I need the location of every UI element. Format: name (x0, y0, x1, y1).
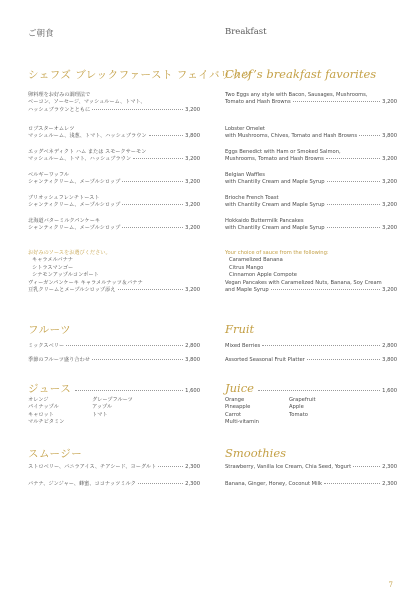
item-price: 3,200 (382, 179, 397, 186)
sauce-choice-heading: Your choice of sauce from the following: (225, 250, 329, 256)
item-last-line (225, 133, 397, 140)
leader-dots (66, 345, 183, 346)
item-line: ロブスターオムレツ (28, 126, 75, 132)
leader-dots (118, 289, 184, 290)
item-price: 3,200 (185, 202, 200, 209)
menu-item (28, 126, 200, 141)
menu-item (225, 218, 397, 233)
item-price: 2,300 (382, 464, 397, 470)
juice-option: マルチビタミン (28, 418, 65, 425)
sauce-option: シトラスマンゴー (32, 264, 74, 271)
juice-option: Orange (225, 397, 245, 403)
leader-dots (353, 466, 380, 467)
smoothies-title: スムージー (28, 448, 83, 460)
menu-item (225, 92, 397, 107)
smoothies-title: Smoothies (225, 446, 287, 460)
item-line: Hokkaido Buttermilk Pancakes (225, 218, 304, 224)
fruit-item (28, 357, 200, 364)
page-number: 7 (388, 581, 393, 589)
menu-item (28, 195, 200, 210)
menu-item (28, 218, 200, 233)
juice-option: アップル (92, 404, 113, 411)
item-line: ストロベリー、バニラアイス、チアシード、ヨーグルト (28, 464, 157, 470)
item-line: 北海道バターミルクパンケーキ (28, 218, 101, 224)
item-price: 2,800 (185, 343, 200, 349)
leader-dots (122, 204, 183, 205)
item-last-line (225, 357, 397, 364)
item-last-line (28, 156, 200, 163)
item-line: 季節のフルーツ盛り合わせ (28, 357, 90, 363)
fruit-title: フルーツ (28, 324, 72, 336)
item-price: 3,200 (185, 287, 200, 294)
item-line: バナナ、ジンジャー、蜂蜜、ココナッツミルク (28, 481, 136, 487)
chef-favorites-title: Chef’s breakfast favorites (225, 67, 377, 81)
item-line: Mixed Berries (225, 343, 261, 349)
item-line: シャンティクリーム、メープルシロップ (28, 225, 121, 232)
item-last-line (28, 357, 200, 364)
item-line: Vegan Pancakes with Caramelized Nuts, Banana, Soy Cream (225, 280, 382, 286)
item-last-line (28, 481, 200, 488)
item-line: マッシュルーム、トマト、ハッシュブラウン (28, 156, 132, 163)
item-price: 3,200 (382, 99, 397, 106)
fruit-item (225, 343, 397, 350)
menu-item (28, 172, 200, 187)
leader-dots (307, 359, 380, 360)
item-line: with Chantilly Cream and Maple Syrup (225, 202, 325, 209)
item-price: 3,800 (382, 357, 397, 363)
leader-dots (327, 227, 381, 228)
juice-option: Tomato (289, 411, 308, 418)
leader-dots (122, 227, 183, 228)
fruit-item (225, 357, 397, 364)
item-line: マッシュルーム、浅葱、トマト、ハッシュブラウン (28, 133, 147, 140)
smoothie-item (225, 464, 397, 471)
item-price: 2,300 (185, 481, 200, 487)
item-price: 3,800 (382, 133, 397, 140)
leader-dots (324, 483, 380, 484)
item-line: with Mushrooms, Chives, Tomato and Hash Browns (225, 133, 358, 140)
item-price: 2,300 (185, 464, 200, 470)
chef-favorites-title: シェフズ ブレックファースト フェイバリッツ (28, 69, 253, 81)
juice-option: Multi-vitamin (225, 418, 259, 425)
item-line: Strawberry, Vanilla Ice Cream, Chia Seed, Yogurt (225, 464, 352, 470)
item-line: Mushrooms, Tomato and Hash Browns (225, 156, 324, 163)
juice-price: 1,600 (382, 388, 397, 394)
item-price: 3,200 (185, 156, 200, 163)
sauce-choice-heading: お好みのソースをお選びください。 (28, 250, 111, 256)
leader-dots (359, 135, 380, 136)
item-last-line (28, 464, 200, 471)
juice-option: キャロット (28, 411, 54, 418)
item-price: 3,200 (382, 225, 397, 232)
juice-option: パイナップル (28, 404, 59, 411)
item-last-line (225, 225, 397, 232)
item-line: Lobster Omelet (225, 126, 265, 132)
item-last-line (225, 179, 397, 186)
leader-dots (262, 345, 380, 346)
leader-dots (271, 289, 380, 290)
juice-option (92, 419, 156, 426)
item-last-line (225, 481, 397, 488)
item-last-line (225, 202, 397, 209)
sauce-option: キャラメルバナナ (32, 257, 73, 264)
leader-dots (138, 483, 183, 484)
item-line: with Chantilly Cream and Maple Syrup (225, 225, 325, 232)
leader-dots (327, 181, 381, 182)
item-last-line (28, 225, 200, 232)
leader-dots (149, 135, 184, 136)
juice-option: Carrot (225, 411, 242, 418)
juice-option: Apple (289, 404, 304, 411)
item-line: 卵料理をお好みの調理法で (28, 92, 91, 98)
item-line: ベーコン、ソーセージ、マッシュルーム、トマト、 (28, 99, 146, 106)
item-last-line (28, 133, 200, 140)
juice-heading (225, 381, 397, 395)
fruit-title: Fruit (225, 322, 255, 336)
item-price: 2,300 (382, 481, 397, 487)
item-price: 3,800 (185, 357, 200, 363)
item-line: Eggs Benedict with Ham or Smoked Salmon, (225, 149, 341, 155)
item-price: 3,200 (382, 202, 397, 209)
leader-dots (122, 181, 183, 182)
menu-item (28, 92, 200, 114)
leader-dots (75, 390, 183, 391)
juice-option (289, 419, 353, 426)
leader-dots (133, 158, 183, 159)
item-price: 3,200 (185, 106, 200, 113)
smoothie-item (28, 481, 200, 488)
menu-item (225, 126, 397, 141)
juice-option: グレープフルーツ (92, 397, 133, 403)
item-line: Banana, Ginger, Honey, Coconut Milk (225, 481, 322, 487)
item-price: 3,200 (185, 225, 200, 232)
item-line: Belgian Waffles (225, 172, 265, 178)
leader-dots (293, 101, 380, 102)
item-last-line (28, 179, 200, 186)
item-line: ベルギーワッフル (28, 172, 70, 178)
vegan-pancakes-item (28, 280, 200, 295)
smoothie-item (225, 481, 397, 488)
fruit-item (28, 343, 200, 350)
smoothie-item (28, 464, 200, 471)
item-last-line (225, 343, 397, 350)
juice-title: ジュース (28, 383, 72, 395)
sauce-choice (225, 250, 329, 279)
leader-dots (158, 466, 183, 467)
left-header: ご朝食 (28, 29, 54, 39)
item-last-line (28, 107, 200, 114)
item-price: 3,200 (382, 156, 397, 163)
leader-dots (326, 158, 380, 159)
leader-dots (327, 204, 381, 205)
menu-item (225, 149, 397, 164)
menu-item (225, 195, 397, 210)
juice-option: Pineapple (225, 404, 251, 411)
menu-item (225, 172, 397, 187)
item-price: 3,800 (185, 133, 200, 140)
item-line: Assorted Seasonal Fruit Platter (225, 357, 305, 363)
sauce-option: Caramelized Banana (229, 257, 283, 264)
sauce-option: Cinnamon Apple Compote (229, 271, 297, 278)
sauce-option: シナモンアップルコンポート (32, 271, 99, 278)
item-line: シャンティクリーム、メープルシロップ (28, 202, 121, 209)
item-line: and Maple Syrup (225, 287, 269, 294)
sauce-choice (28, 250, 111, 279)
item-line: シャンティクリーム、メープルシロップ (28, 179, 121, 186)
item-line: Brioche French Toast (225, 195, 279, 201)
item-line: ブリオッシュフレンチトースト (28, 195, 100, 201)
item-line: with Chantilly Cream and Maple Syrup (225, 179, 325, 186)
item-price: 3,200 (185, 179, 200, 186)
juice-title: Juice (225, 381, 254, 395)
item-price: 3,200 (382, 287, 397, 294)
leader-dots (258, 390, 380, 391)
item-last-line (225, 287, 397, 294)
vegan-pancakes-item (225, 280, 397, 295)
juice-option: Grapefruit (289, 397, 316, 403)
juice-options (225, 397, 353, 426)
item-line: Tomato and Hash Browns (225, 99, 291, 106)
item-line: 豆乳クリームとメープルシロップ添え (28, 287, 116, 294)
item-price: 2,800 (382, 343, 397, 349)
item-line: ミックスベリー (28, 343, 65, 349)
leader-dots (92, 109, 183, 110)
juice-options (28, 397, 156, 426)
juice-price: 1,600 (185, 388, 200, 394)
right-header: Breakfast (225, 27, 267, 37)
item-last-line (28, 343, 200, 350)
item-last-line (225, 99, 397, 106)
item-last-line (225, 464, 397, 471)
item-line: エッグベネディクト ハム または スモークサーモン (28, 149, 147, 155)
sauce-option: Citrus Mango (229, 264, 264, 271)
item-line: Two Eggs any style with Bacon, Sausages, Mushrooms, (225, 92, 368, 98)
item-line: ハッシュブラウンとともに (28, 106, 91, 113)
menu-item (28, 149, 200, 164)
juice-option: オレンジ (28, 397, 49, 403)
juice-option: トマト (92, 411, 108, 418)
juice-heading (28, 381, 200, 396)
item-last-line (28, 287, 200, 294)
leader-dots (92, 359, 183, 360)
item-last-line (28, 202, 200, 209)
item-last-line (225, 156, 397, 163)
item-line: ヴィーガンパンケーキ キャラメルナッツ＆バナナ (28, 280, 143, 286)
